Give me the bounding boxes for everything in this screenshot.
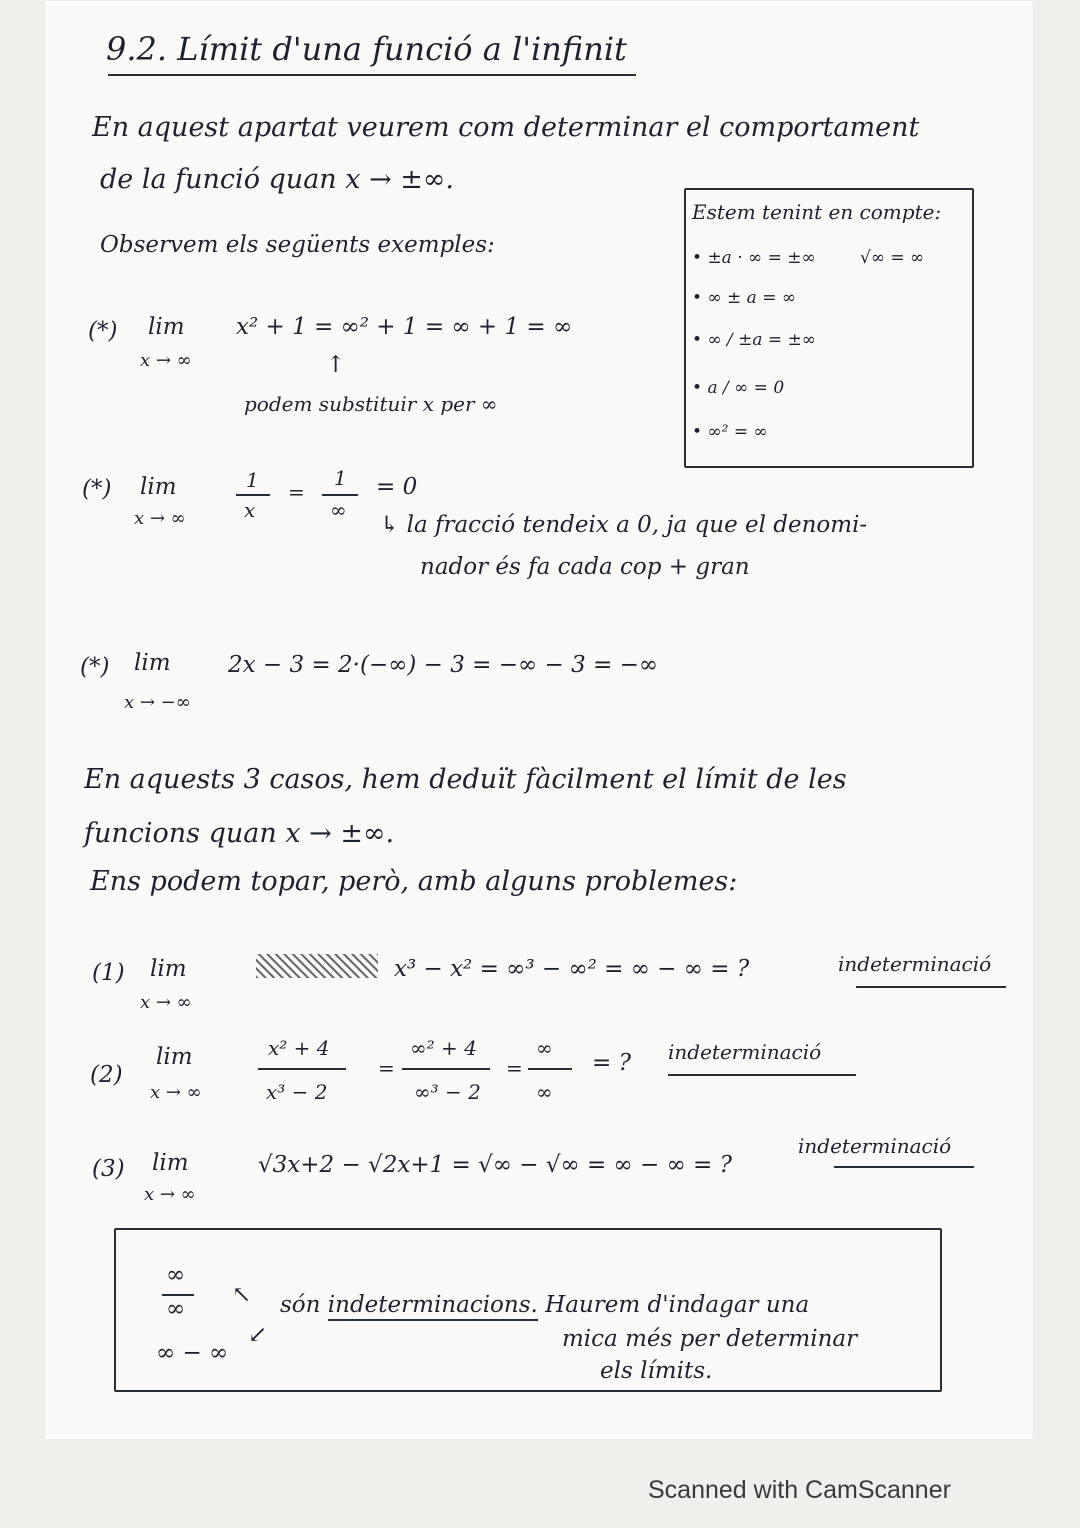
observe-text: Observem els següents exemples: <box>100 232 495 258</box>
problem2-sub: x → ∞ <box>150 1082 202 1103</box>
summary-diff: ∞ − ∞ <box>156 1340 229 1366</box>
summary-text-line-3: els límits. <box>600 1358 713 1384</box>
example2-note-1: ↳ la fracció tendeix a 0, ja que el denomi- <box>380 512 868 538</box>
reminder-heading: Estem tenint en compte: <box>692 200 942 224</box>
label-underline <box>834 1166 974 1168</box>
intro-line-1: En aquest apartat veurem com determinar el comportament <box>92 112 920 143</box>
reminder-item: • ±a · ∞ = ±∞ <box>692 248 816 268</box>
summary-text-line-1 <box>280 1292 809 1318</box>
example2-lim: lim <box>140 474 177 500</box>
example2-den2: ∞ <box>330 498 347 522</box>
example1-lim: lim <box>148 314 185 340</box>
problem2-den2: ∞³ − 2 <box>414 1080 481 1104</box>
problem1-marker: (1) <box>92 960 125 986</box>
problem2-num1: x² + 4 <box>268 1036 330 1060</box>
example3-marker: (*) <box>80 654 110 680</box>
problem2-label: indeterminació <box>668 1040 822 1064</box>
problem1-lim: lim <box>150 956 187 982</box>
example2-num1: 1 <box>246 468 259 492</box>
example1-sub: x → ∞ <box>140 350 192 371</box>
summary-text-pre: són <box>280 1292 321 1318</box>
example1-note: podem substituir x per ∞ <box>244 392 498 416</box>
example2-den1: x <box>244 498 256 522</box>
summary-text-line-2: mica més per determinar <box>562 1326 858 1352</box>
fraction-bar <box>236 494 270 496</box>
label-underline <box>856 986 1006 988</box>
arrow-up-icon: ↖ <box>232 1282 252 1308</box>
intro-line-2: de la funció quan x → ±∞. <box>100 164 454 195</box>
problem1-expression: x³ − x² = ∞³ − ∞² = ∞ − ∞ = ? <box>394 956 750 982</box>
conclusion-line-2: funcions quan x → ±∞. <box>84 818 395 849</box>
fraction-bar <box>258 1068 346 1070</box>
summary-box <box>114 1228 942 1392</box>
label-underline <box>668 1074 856 1076</box>
reminder-item: • ∞ / ±a = ±∞ <box>692 330 816 350</box>
problem2-num2: ∞² + 4 <box>410 1036 477 1060</box>
example1-marker: (*) <box>88 318 118 344</box>
crossed-out-scribble <box>256 954 378 978</box>
title-underline <box>108 74 636 76</box>
reminder-item: • a / ∞ = 0 <box>692 378 784 398</box>
reminder-extra: √∞ = ∞ <box>860 248 925 268</box>
substitution-arrow-icon: ↑ <box>326 352 346 378</box>
example2-marker: (*) <box>82 476 112 502</box>
problem2-tail: = ? <box>592 1050 631 1076</box>
summary-frac-num: ∞ <box>166 1262 186 1288</box>
reminder-item: • ∞ ± a = ∞ <box>692 288 796 308</box>
scanner-watermark: Scanned with CamScanner <box>648 1476 951 1504</box>
fraction-bar <box>528 1068 572 1070</box>
example3-lim: lim <box>134 650 171 676</box>
problem1-label: indeterminació <box>838 952 992 976</box>
problem2-lim: lim <box>156 1044 193 1070</box>
summary-text-post: Haurem d'indagar una <box>545 1292 810 1318</box>
arrow-down-icon: ↙ <box>248 1322 268 1348</box>
problem2-num3: ∞ <box>536 1036 553 1060</box>
problem3-sub: x → ∞ <box>144 1184 196 1205</box>
problem2-marker: (2) <box>90 1062 123 1088</box>
example2-num2: 1 <box>334 466 347 490</box>
problem2-eq: = <box>506 1056 523 1080</box>
summary-frac-den: ∞ <box>166 1296 186 1322</box>
conclusion-line-1: En aquests 3 casos, hem deduït fàcilment el límit de les <box>84 764 847 795</box>
problem2-den3: ∞ <box>536 1080 553 1104</box>
page-title: 9.2. Límit d'una funció a l'infinit <box>106 30 627 68</box>
reminder-box <box>684 188 974 468</box>
example2-note-2: nador és fa cada cop + gran <box>420 554 750 580</box>
problem3-label: indeterminació <box>798 1134 952 1158</box>
problem1-sub: x → ∞ <box>140 992 192 1013</box>
example2-eq2: = 0 <box>376 474 418 500</box>
problem3-marker: (3) <box>92 1156 125 1182</box>
example2-eq1: = <box>288 480 305 504</box>
example2-sub: x → ∞ <box>134 508 186 529</box>
problem2-eq: = <box>378 1056 395 1080</box>
example3-expression: 2x − 3 = 2·(−∞) − 3 = −∞ − 3 = −∞ <box>228 652 659 678</box>
example3-sub: x → −∞ <box>124 692 191 713</box>
fraction-bar <box>402 1068 490 1070</box>
example1-expression: x² + 1 = ∞² + 1 = ∞ + 1 = ∞ <box>236 314 573 340</box>
problem2-den1: x³ − 2 <box>266 1080 328 1104</box>
conclusion-line-3: Ens podem topar, però, amb alguns problemes: <box>90 866 738 897</box>
problem3-lim: lim <box>152 1150 189 1176</box>
problem3-expression: √3x+2 − √2x+1 = √∞ − √∞ = ∞ − ∞ = ? <box>258 1152 732 1178</box>
summary-keyword: indeterminacions. <box>328 1292 538 1321</box>
fraction-bar <box>322 494 358 496</box>
reminder-item: • ∞² = ∞ <box>692 422 768 442</box>
